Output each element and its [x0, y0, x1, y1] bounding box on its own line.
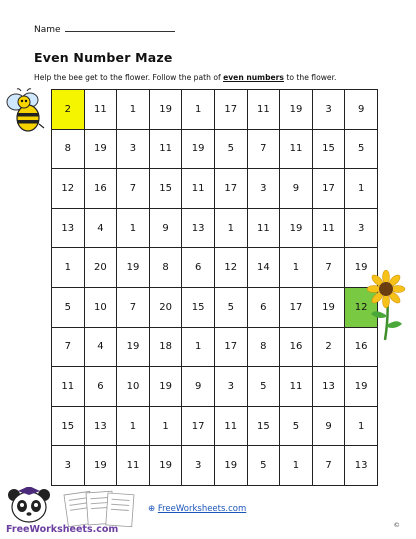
- maze-cell: 5: [247, 367, 280, 407]
- maze-cell: 19: [280, 90, 313, 130]
- instructions-emphasis: even numbers: [223, 73, 284, 82]
- maze-cell: 7: [312, 446, 345, 486]
- maze-cell: 19: [117, 248, 150, 288]
- maze-cell: 11: [182, 169, 215, 209]
- maze-cell: 17: [214, 169, 247, 209]
- maze-cell: 1: [149, 406, 182, 446]
- maze-cell: 19: [280, 208, 313, 248]
- maze-cell: 11: [312, 208, 345, 248]
- bee-icon: [4, 88, 50, 136]
- maze-cell: 12: [52, 169, 85, 209]
- name-label: Name: [34, 25, 61, 35]
- instructions: [34, 73, 336, 82]
- maze-cell: 19: [312, 287, 345, 327]
- maze-cell: 4: [84, 327, 117, 367]
- instructions-tail: to the flower.: [283, 73, 337, 82]
- maze-grid: [51, 89, 378, 486]
- maze-cell: 20: [149, 287, 182, 327]
- maze-cell: 1: [345, 406, 378, 446]
- maze-cell: 15: [52, 406, 85, 446]
- maze-cell: 11: [52, 367, 85, 407]
- maze-cell: 1: [182, 327, 215, 367]
- maze-cell: 5: [214, 287, 247, 327]
- maze-cell: 9: [312, 406, 345, 446]
- maze-cell: 11: [280, 367, 313, 407]
- maze-cell: 18: [149, 327, 182, 367]
- maze-cell: 17: [280, 287, 313, 327]
- footer-link[interactable]: [148, 504, 246, 514]
- maze-cell: 19: [149, 90, 182, 130]
- maze-cell: 13: [84, 406, 117, 446]
- maze-cell: 13: [52, 208, 85, 248]
- maze-cell: 3: [312, 90, 345, 130]
- maze-cell: 11: [247, 208, 280, 248]
- maze-row: [52, 248, 378, 288]
- maze-cell: 9: [182, 367, 215, 407]
- maze-cell: 5: [345, 129, 378, 169]
- maze-row: [52, 406, 378, 446]
- maze-cell: 10: [84, 287, 117, 327]
- maze-cell: 7: [247, 129, 280, 169]
- instructions-text: Help the bee get to the flower. Follow the path of: [34, 73, 224, 82]
- maze-cell: 14: [247, 248, 280, 288]
- maze-row: [52, 446, 378, 486]
- maze-cell: 16: [280, 327, 313, 367]
- maze-cell: 4: [84, 208, 117, 248]
- maze-cell: 1: [117, 406, 150, 446]
- maze-cell: 15: [247, 406, 280, 446]
- maze-cell: 7: [117, 287, 150, 327]
- maze-cell: 5: [214, 129, 247, 169]
- globe-icon: ⊕: [148, 504, 156, 514]
- maze-cell: 1: [117, 90, 150, 130]
- maze-cell: 10: [117, 367, 150, 407]
- maze-end-cell: 12: [345, 287, 378, 327]
- maze-cell: 9: [149, 208, 182, 248]
- maze-cell: 1: [345, 169, 378, 209]
- name-field: [34, 22, 175, 35]
- maze-cell: 20: [84, 248, 117, 288]
- maze-cell: 11: [117, 446, 150, 486]
- maze-cell: 19: [345, 367, 378, 407]
- maze-row: [52, 287, 378, 327]
- maze-cell: 13: [345, 446, 378, 486]
- maze-cell: 5: [247, 446, 280, 486]
- maze-cell: 17: [312, 169, 345, 209]
- maze-cell: 16: [84, 169, 117, 209]
- maze-cell: 11: [280, 129, 313, 169]
- maze-cell: 19: [84, 446, 117, 486]
- maze-cell: 19: [149, 367, 182, 407]
- maze-cell: 19: [149, 446, 182, 486]
- maze-row: [52, 169, 378, 209]
- maze-cell: 3: [182, 446, 215, 486]
- maze-start-cell: 2: [52, 90, 85, 130]
- maze-cell: 6: [182, 248, 215, 288]
- maze-row: [52, 208, 378, 248]
- maze-cell: 9: [345, 90, 378, 130]
- maze-cell: 19: [345, 248, 378, 288]
- maze-cell: 6: [84, 367, 117, 407]
- copyright-mark: ©: [393, 521, 400, 529]
- maze-cell: 1: [117, 208, 150, 248]
- maze-cell: 12: [214, 248, 247, 288]
- maze-cell: 1: [214, 208, 247, 248]
- maze-cell: 11: [247, 90, 280, 130]
- maze-cell: 17: [214, 327, 247, 367]
- maze-cell: 6: [247, 287, 280, 327]
- maze-cell: 11: [149, 129, 182, 169]
- maze-row: [52, 327, 378, 367]
- maze-cell: 8: [247, 327, 280, 367]
- maze-cell: 19: [117, 327, 150, 367]
- maze-cell: 19: [182, 129, 215, 169]
- maze-row: [52, 367, 378, 407]
- maze-row: [52, 90, 378, 130]
- maze-cell: 1: [182, 90, 215, 130]
- maze-cell: 16: [345, 327, 378, 367]
- maze-cell: 1: [280, 248, 313, 288]
- maze-row: [52, 129, 378, 169]
- maze-cell: 7: [312, 248, 345, 288]
- maze-cell: 8: [149, 248, 182, 288]
- maze-cell: 7: [117, 169, 150, 209]
- maze-cell: 9: [280, 169, 313, 209]
- maze-cell: 11: [214, 406, 247, 446]
- name-line: [65, 22, 175, 32]
- maze-cell: 13: [182, 208, 215, 248]
- maze-cell: 5: [280, 406, 313, 446]
- maze-cell: 15: [182, 287, 215, 327]
- maze-cell: 15: [312, 129, 345, 169]
- maze-cell: 1: [280, 446, 313, 486]
- maze-cell: 3: [214, 367, 247, 407]
- maze-cell: 13: [312, 367, 345, 407]
- page-title: Even Number Maze: [34, 50, 173, 65]
- brand-wordmark: FreeWorksheets.com: [6, 524, 119, 535]
- maze-cell: 3: [117, 129, 150, 169]
- maze-cell: 1: [52, 248, 85, 288]
- maze-cell: 17: [214, 90, 247, 130]
- maze-cell: 17: [182, 406, 215, 446]
- maze-cell: 3: [52, 446, 85, 486]
- maze-cell: 2: [312, 327, 345, 367]
- maze-cell: 15: [149, 169, 182, 209]
- maze-cell: 3: [345, 208, 378, 248]
- maze-cell: 11: [84, 90, 117, 130]
- maze-cell: 19: [214, 446, 247, 486]
- maze-cell: 3: [247, 169, 280, 209]
- maze-cell: 8: [52, 129, 85, 169]
- maze-cell: 19: [84, 129, 117, 169]
- maze-cell: 7: [52, 327, 85, 367]
- sunflower-icon: [365, 270, 407, 340]
- maze-cell: 5: [52, 287, 85, 327]
- footer-link-text: FreeWorksheets.com: [157, 504, 247, 514]
